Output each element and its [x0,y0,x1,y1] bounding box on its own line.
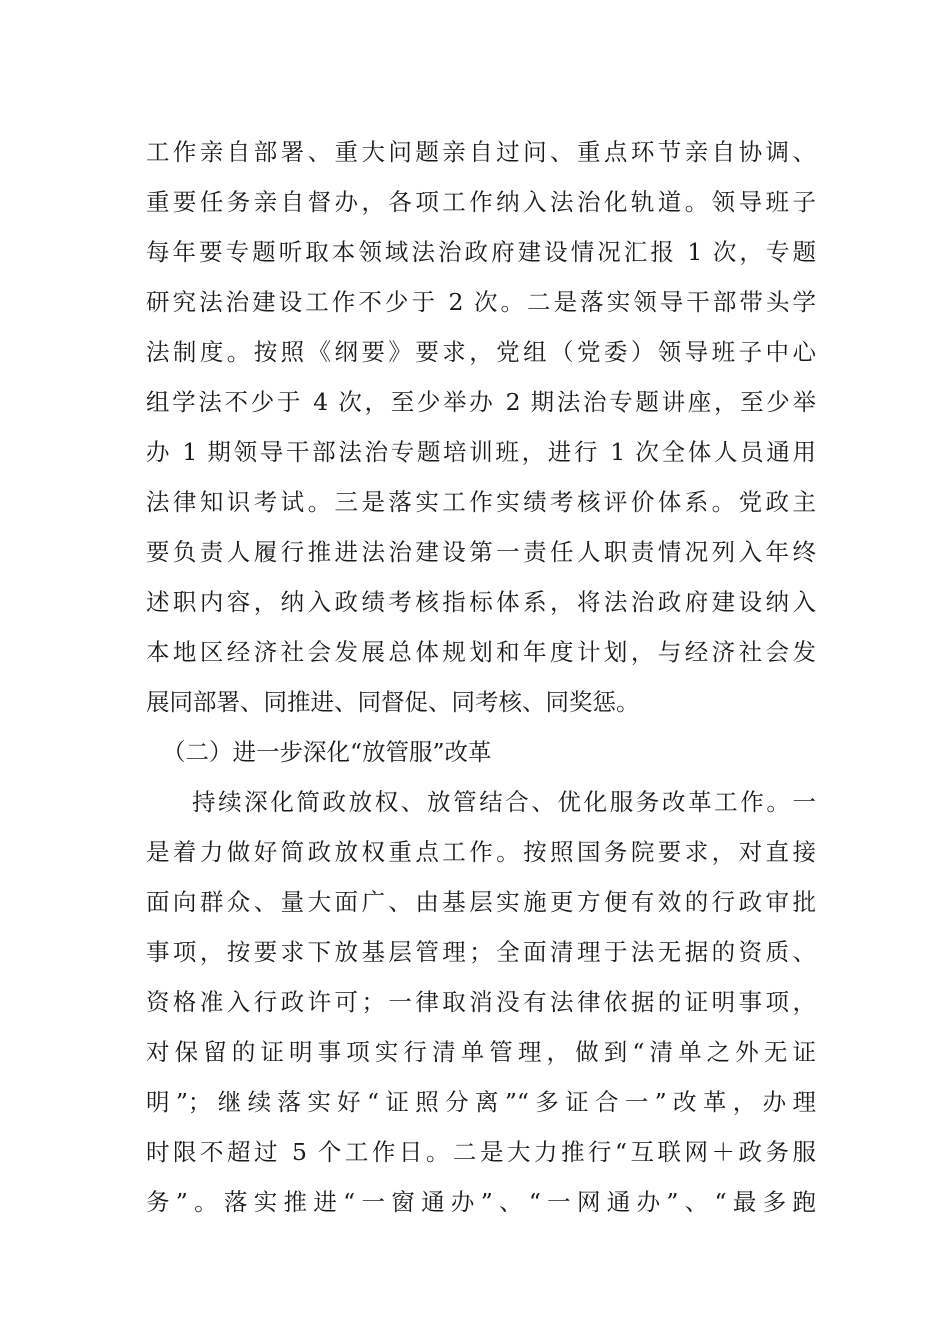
text-line: 每年要专题听取本领域法治政府建设情况汇报 1 次，专题 [146,238,816,266]
text-line: 重要任务亲自督办，各项工作纳入法治化轨道。领导班子 [146,188,816,216]
text-line: 明”；继续落实好“证照分离”“多证合一”改革，办理 [146,1088,816,1116]
text-line: 要负责人履行推进法治建设第一责任人职责情况列入年终 [146,538,816,566]
text-line: 是着力做好简政放权重点工作。按照国务院要求，对直接 [146,838,816,866]
text-line: 研究法治建设工作不少于 2 次。二是落实领导干部带头学 [146,288,816,316]
text-line: 展同部署、同推进、同督促、同考核、同奖惩。 [146,688,640,716]
text-line: 事项，按要求下放基层管理；全面清理于法无据的资质、 [146,938,816,966]
text-line: 述职内容，纳入政绩考核指标体系，将法治政府建设纳入 [146,588,816,616]
text-line: 办 1 期领导干部法治专题培训班，进行 1 次全体人员通用 [146,438,816,466]
text-line: 工作亲自部署、重大问题亲自过问、重点环节亲自协调、 [146,138,816,166]
text-line: 务”。落实推进“一窗通办”、“一网通办”、“最多跑 [146,1188,816,1216]
section-heading: （二）进一步深化“放管服”改革 [162,738,492,766]
text-line: 组学法不少于 4 次，至少举办 2 期法治专题讲座，至少举 [146,388,816,416]
text-line: 法制度。按照《纲要》要求，党组（党委）领导班子中心 [146,338,816,366]
text-line: 法律知识考试。三是落实工作实绩考核评价体系。党政主 [146,488,816,516]
text-line: 对保留的证明事项实行清单管理，做到“清单之外无证 [146,1038,816,1066]
text-line: 面向群众、量大面广、由基层实施更方便有效的行政审批 [146,888,816,916]
text-line: 资格准入行政许可；一律取消没有法律依据的证明事项， [146,988,816,1016]
text-line: 本地区经济社会发展总体规划和年度计划，与经济社会发 [146,638,816,666]
text-line: 时限不超过 5 个工作日。二是大力推行“互联网＋政务服 [146,1138,816,1166]
text-line: 持续深化简政放权、放管结合、优化服务改革工作。一 [192,788,816,816]
